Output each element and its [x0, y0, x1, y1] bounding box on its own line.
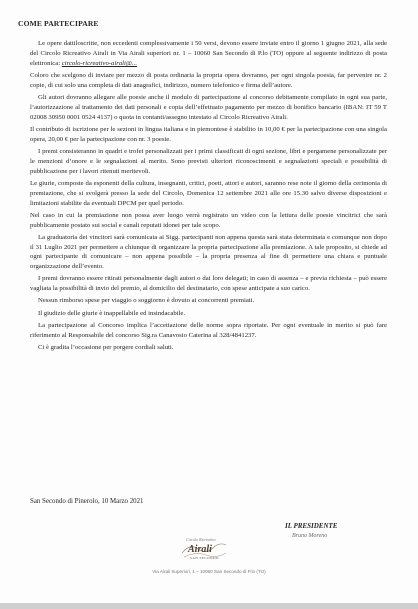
paragraph-postal-copies: Coloro che scelgono di inviare per mezzo di posta ordinaria la propria opera dovranno, per ogni singola poesia, far pervenire nr. 2 copie, di cui solo una completa di dati anagrafici, indirizzo, numero telefonico e firma dell’autore. [30, 71, 387, 89]
paragraph-prizes: I premi consisteranno in quadri e trofei personalizzati per i primi classificati di ogni sezione, libri e pergamene personalizzate per le menzioni d’onore e le segnalazioni al merito. Sono previsti ulteriori riconoscimenti e segnalazioni speciali e possibilità di pubblicazione per i lavori ritenuti meritevoli. [30, 147, 387, 175]
paragraph-video: Nel caso in cui la premiazione non possa aver luogo verrà registrato un video con la lettura delle poesie vincitrici che sarà pubblicamente postato sui social e canali reputati idonei per tale scopo. [30, 211, 387, 229]
section-title: COME PARTECIPARE [18, 19, 99, 28]
place-date: San Secondo di Pinerolo, 10 Marzo 2021 [30, 498, 144, 505]
paragraph-juries: Le giurie, composte da esponenti della cultura, insegnanti, critici, poeti, attori e autori, saranno rese note il giorno della cerimonia di premiazione, che si svolgerà presso la sede del Circolo, Domenica 12 settembre 2021 alle ore 15.30 salvo diverse disposizioni e limitazioni stabilite da eventuali DPCM per quel periodo. [30, 179, 387, 207]
president-signature: Bruno Moreno [292, 533, 328, 539]
logo-subtitle: Circolo Ricreativo [186, 537, 216, 542]
submission-text: Le opere dattiloscritte, non eccedenti complessivamente i 50 versi, devono essere inviate entro il giorno 1 giugno 2021, alla sede del Circolo Ricreativo Airali in Via Airali superiori nr. 1 – 10060 San Secondo di P.lo (TO) oppure al seguente indirizzo di posta elettronica: [30, 40, 387, 67]
email-link[interactable]: circolo-ricreativo-airali@... [61, 59, 138, 67]
paragraph-judgement: Il giudizio delle giurie è inappellabile ed insindacabile. [38, 309, 186, 317]
footer-address: Via Airali Superiori, 1 – 10060 San Secondo di P.lo (TO) [152, 569, 266, 574]
president-title: IL PRESIDENTE [285, 522, 338, 530]
logo-location: SAN SECONDO [190, 556, 219, 560]
paragraph-ranking: La graduatoria dei vincitori sarà comunicata ai Sigg. partecipanti non appena questa sarà stata determinata e comunque non dopo il 31 Luglio 2021 per permettere a chiunque di organizzare la propria partecipazione alla premiazione. A tale proposito, si chiede ad ogni partecipante di comunicare – non appena possibile – la propria presenza al fine di permettere una chiara e puntuale organizzazione dell’evento. [30, 233, 387, 271]
paragraph-collection: I premi dovranno essere ritirati personalmente dagli autori o dai loro delegati; in caso di assenza – e previa richiesta – può essere vagliata la possibilità di invio del premio, al domicilio del destinatario, con spese anticipate a suo carico. [30, 275, 387, 293]
paragraph-acceptance: La partecipazione al Concorso implica l’accettazione delle norme sopra riportate. Per ogni eventuale in merito si può fare riferimento al Responsabile del concorso Sig.ra Canavosio Caterina al 328/4841237. [30, 321, 387, 339]
page-bottom-edge [0, 603, 418, 609]
document-body [30, 39, 387, 355]
paragraph-submission [30, 39, 387, 69]
paragraph-reimbursement: Nessun rimborso spese per viaggio o soggiorno è dovuto ai concorrenti premiati. [38, 297, 255, 305]
logo-name: Airali [188, 544, 212, 555]
paragraph-greetings: Ci è gradita l’occasione per porgere cordiali saluti. [38, 343, 174, 351]
paragraph-fee: Il contributo di iscrizione per le sezioni in lingua italiana e in piemontese è stabilito in 10,00 € per la partecipazione con una singola opera, 20,00 € per la partecipazione con nr. 3 poesie. [30, 125, 387, 143]
paragraph-attachments: Gli autori dovranno allegare alle poesie anche il modulo di partecipazione al concorso debitamente compilato in ogni sua parte, l’autorizzazione al trattamento dei dati personali e copia dell’effettuato pagamento per mezzo di bonifico bancario (IBAN: IT 59 T 02008 30950 0001 0524 4137) o quota in contanti/assegno intestato al Circolo Ricreativo Airali. [30, 93, 387, 121]
